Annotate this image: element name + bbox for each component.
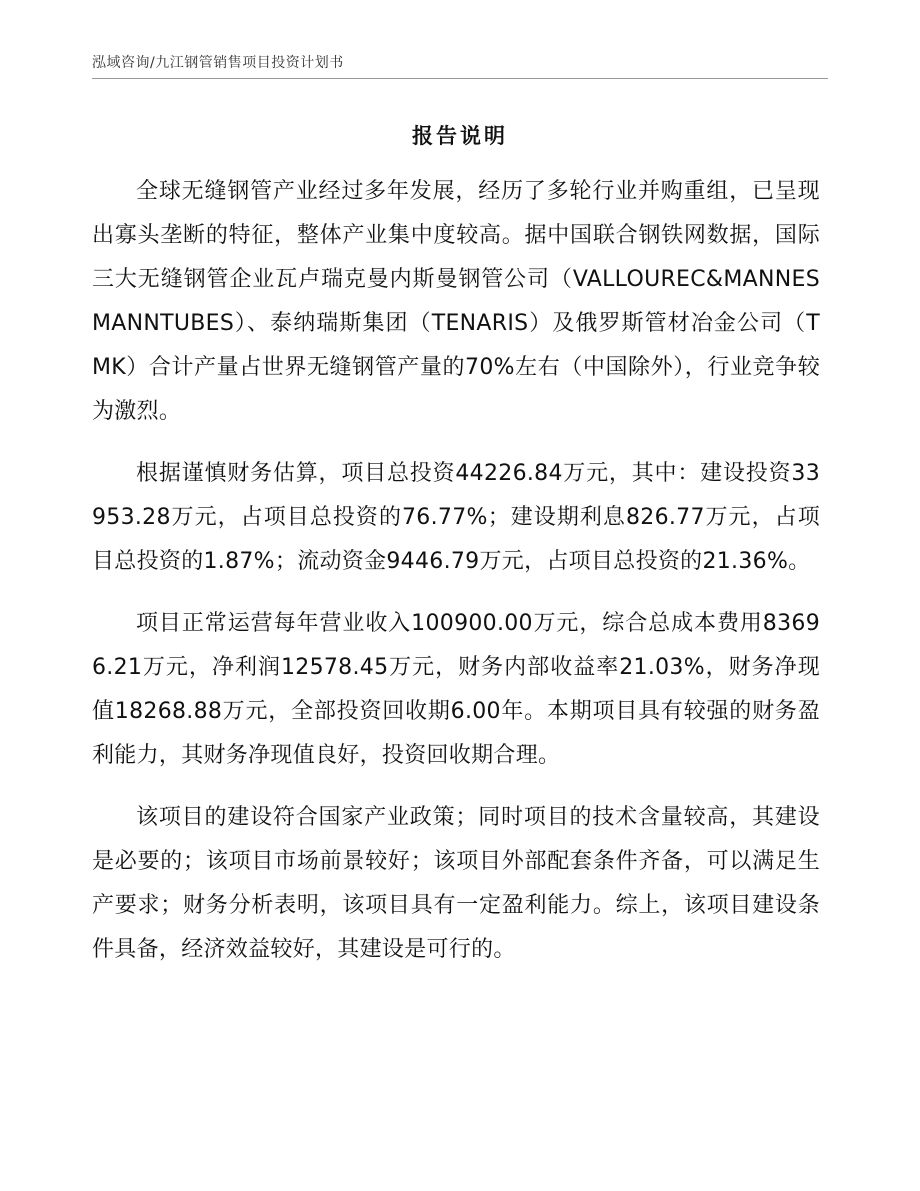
paragraph-investment-estimate: 根据谨慎财务估算，项目总投资44226.84万元，其中：建设投资33953.28万元，占项目总投资的76.77%；建设期利息826.77万元，占项目总投资的1.87%；流动资金9446.79万元，占项目总投资的21.36%。 [92,461,820,574]
paragraph-industry-overview: 全球无缝钢管产业经过多年发展，经历了多轮行业并购重组，已呈现出寡头垄断的特征，整体产业集中度较高。据中国联合钢铁网数据，国际三大无缝钢管企业瓦卢瑞克曼内斯曼钢管公司（VALLOUREC&MANNESMANNTUBES）、泰纳瑞斯集团（TENARIS）及俄罗斯管材冶金公司（TMK）合计产量占世界无缝钢管产量的70%左右（中国除外），行业竞争较为激烈。 [92,179,820,424]
header-divider [92,78,828,79]
paragraph-financial-returns: 项目正常运营每年营业收入100900.00万元，综合总成本费用83696.21万元，净利润12578.45万元，财务内部收益率21.03%，财务净现值18268.88万元，全部投资回收期6.00年。本期项目具有较强的财务盈利能力，其财务净现值良好，投资回收期合理。 [92,611,820,768]
report-body [92,170,820,972]
paragraph-conclusion: 该项目的建设符合国家产业政策；同时项目的技术含量较高，其建设是必要的；该项目市场前景较好；该项目外部配套条件齐备，可以满足生产要求；财务分析表明，该项目具有一定盈利能力。综上，该项目建设条件具备，经济效益较好，其建设是可行的。 [92,805,820,962]
report-title: 报告说明 [412,124,508,148]
page-header: 泓域咨询/九江钢管销售项目投资计划书 [92,55,344,71]
